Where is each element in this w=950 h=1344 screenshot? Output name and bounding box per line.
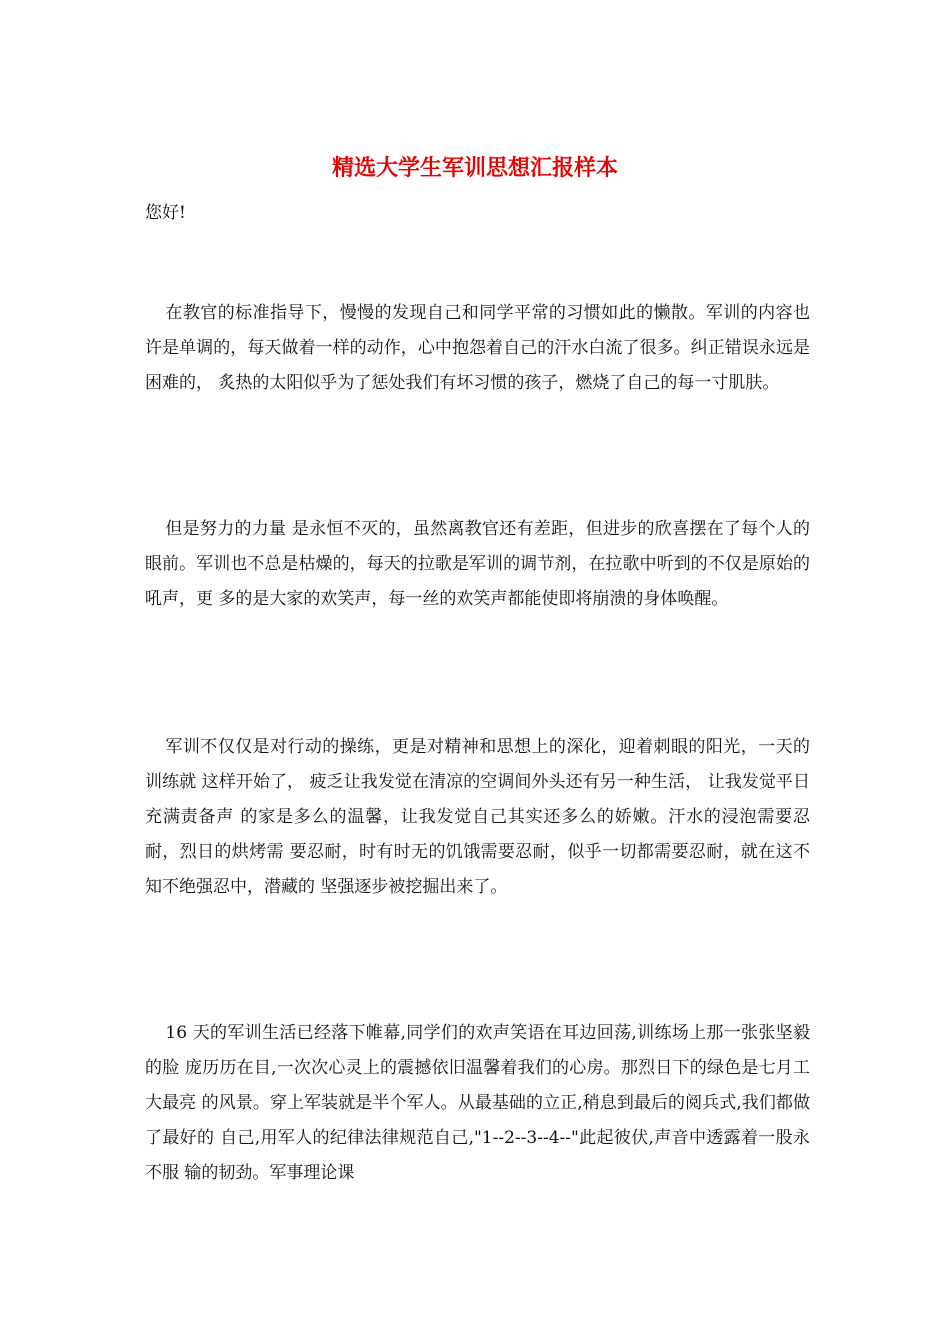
document-title: 精选大学生军训思想汇报样本 <box>331 155 618 181</box>
paragraph-3: 军训不仅仅是对行动的操练，更是对精神和思想上的深化，迎着刺眼的阳光，一天的训练就 这样开始了， 疲乏让我发觉在清凉的空调间外头还有另一种生活， 让我发觉平日充满责备声 的家是多么的温馨，让我发觉自己其实还多么的娇嫩。汗水的浸泡需要忍耐，烈日的烘烤需 要忍耐，时有时无的饥饿需要忍耐，似乎一切都需要忍耐，就在这不知不绝强忍中，潜藏的 坚强逐步被挖掘出来了。 <box>145 737 810 897</box>
paragraph-2: 但是努力的力量 是永恒不灭的，虽然离教官还有差距，但进步的欣喜摆在了每个人的眼前。军训也不总是枯燥的，每天的拉歌是军训的调节剂，在拉歌中听到的不仅是原始的吼声，更 多的是大家的欢笑声，每一丝的欢笑声都能使即将崩溃的身体唤醒。 <box>145 519 810 609</box>
greeting: 您好! <box>145 203 186 223</box>
paragraph-4: 16 天的军训生活已经落下帷幕,同学们的欢声笑语在耳边回荡,训练场上那一张张坚毅的脸 庞历历在目,一次次心灵上的震撼依旧温馨着我们的心房。那烈日下的绿色是七月工大最亮 的风景。穿上军装就是半个军人。从最基础的立正,稍息到最后的阅兵式,我们都做了最好的 自己,用军人的纪律法律规范自己,"1--2--3--4--"此起彼伏,声音中透露着一股永不服 输的韧劲。军事理论课 <box>145 1023 810 1183</box>
paragraph-1: 在教官的标准指导下，慢慢的发现自己和同学平常的习惯如此的懒散。军训的内容也许是单调的，每天做着一样的动作，心中抱怨着自己的汗水白流了很多。纠正错误永远是困难的， 炙热的太阳似乎为了惩处我们有坏习惯的孩子，燃烧了自己的每一寸肌肤。 <box>145 303 810 393</box>
